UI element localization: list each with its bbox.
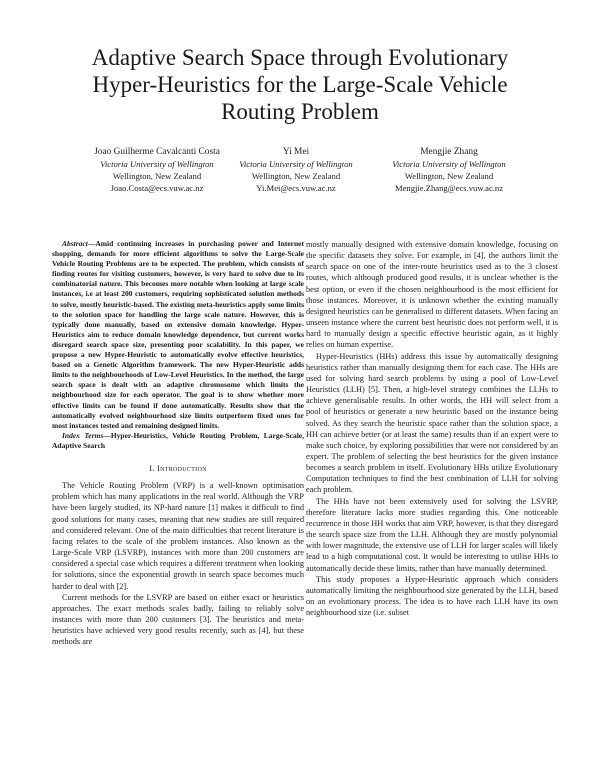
abstract-text: —Amid continuing increases in purchasing power and Internet shopping, demands for more efficient algorithms to solve the Large-Scale Vehicle Routing Problems are to be expected. The problem, which consists of finding routes for visiting customers, however, is very hard to solve due to its combinatorial nature. This becomes more notable when looking at large scale instances, i.e at least 200 customers, requiring sophisticated solution methods to solve, mostly heuristic-based. The existing meta-heuristics apply some limits to the solution space for handling the large scale nature. However, this is typically done manually, based on extensive domain knowledge. Hyper-Heuristics aim to reduce domain knowledge dependence, but current works disregard search space size, presenting poor scalability. In this paper, we propose a new Hyper-Heuristic to automatically evolve effective heuristics, based on a Genetic Algorithm framework. The new Hyper-Heuristic adds limits to the neighbourhoods of Low-Level Heuristics. In the method, the large search space is dealt with an adaptive chromosome which limits the neighbourhood size for each operator. The goal is to show whether more effective limits can be found if done automatically. Results show that the automatically evolved neighbourhood size limits outperform fixed ones for most instances tested and remaining designed limits. bbox=[52, 239, 304, 430]
author-affiliation: Victoria University of Wellington bbox=[392, 159, 506, 169]
section-heading: I. Introduction bbox=[149, 463, 207, 473]
body-paragraph: Current methods for the LSVRP are based on either exact or heuristics approaches. The exact methods scales badly, failing to reliably solve instances with more than 200 customers [3]. The heuristics and meta-heuristics have achieved very good results recently, such as [4], but these methods are bbox=[52, 592, 304, 647]
body-paragraph: mostly manually designed with extensive domain knowledge, focusing on the specific datasets they solve. For example, in [4], the authors limit the search space on one of the inter-route heuristics used as to the 3 closest routes, which although produced good results, it is unclear whether is the best option, or even if the chosen neighbourhood is the most efficient for those instances. Moreover, it is unknown whether the existing manually designed heuristics can be generalised to different datasets. When facing an unseen instance where the current best heuristic does not perform well, it is hard to manually design a specific effective heuristic again, as it highly relies on human expertise. bbox=[306, 240, 558, 350]
author-email: Joao.Costa@ecs.vuw.ac.nz bbox=[110, 183, 204, 193]
body-paragraph: The HHs have not been extensively used for solving the LSVRP, therefore literature lacks more studies regarding this. One noticeable recurrence in those HH works that aim VRP, however, is that they disregard the search space size from the LLH. Although they are mostly polynomial with lower magnitude, the extensive use of LLH for larger scales will likely lead to a high computational cost. It would be interesting to utilise HHs to automatically decide these limits, rather than have manually determined. bbox=[306, 496, 558, 573]
author-name: Yi Mei bbox=[282, 147, 310, 157]
author-name: Mengjie Zhang bbox=[420, 147, 478, 157]
index-terms-text: —Hyper-Heuristics, Vehicle Routing Problem, Large-Scale, Adaptive Search bbox=[52, 430, 304, 450]
author-name: Joao Guilherme Cavalcanti Costa bbox=[94, 147, 220, 157]
author-location: Wellington, New Zealand bbox=[251, 171, 341, 181]
abstract-label: Abstract bbox=[62, 239, 88, 248]
author-affiliation: Victoria University of Wellington bbox=[239, 159, 353, 169]
right-column bbox=[306, 239, 558, 618]
author-block-3 bbox=[354, 146, 544, 194]
author-location: Wellington, New Zealand bbox=[112, 171, 202, 181]
body-paragraph: The Vehicle Routing Problem (VRP) is a well-known optimisation problem which has many applications in the real world. Although the VRP have been largely studied, its NP-hard nature [1] makes it difficult to find good solutions for many cases, meaning that new studies are still required and considered relevant. One of the main difficulties that recent literature is facing relates to the scale of the problem instances. Also known as the Large-Scale VRP (LSVRP), instances with more than 200 customers are considered a special case which requires a different treatment when looking for solutions, since the exponential growth in search space becomes much harder to deal with [2]. bbox=[52, 481, 304, 591]
title-line-1: Adaptive Search Space through Evolutionary bbox=[91, 45, 509, 70]
body-paragraph: This study proposes a Hyper-Heuristic approach which considers automatically limiting the neighbourhood size generated by the LLH, based on an evolutionary process. The idea is to have each LLH have its own neighbourhood size (i.e. subset bbox=[306, 574, 558, 618]
author-location: Wellington, New Zealand bbox=[404, 171, 494, 181]
index-terms-label: Index Terms bbox=[62, 430, 104, 440]
left-column bbox=[52, 239, 304, 647]
author-email: Mengjie.Zhang@ecs.vuw.ac.nz bbox=[394, 183, 504, 193]
paper-title bbox=[40, 44, 560, 125]
author-affiliation: Victoria University of Wellington bbox=[100, 159, 214, 169]
author-email: Yi.Mei@ecs.vuw.ac.nz bbox=[256, 183, 336, 193]
body-paragraph: Hyper-Heuristics (HHs) address this issue by automatically designing heuristics rather than manually designing them for each case. The HHs are used for solving hard search problems by using a pool of Low-Level Heuristics (LLH) [5]. Then, a high-level strategy combines the LLHs to achieve generalisable results. In other words, the HH will select from a pool of heuristics or generate a new heuristic based on the instance being solved. As they search the heuristic space rather than the solution space, a HH can achieve better (or at least the same) results than if an expert were to make such choice, by exploring possibilities that were not considered by an expert. The problem of selecting the best heuristics for the given instance becomes a search problem in itself. Evolutionary HHs utilize Evolutionary Computation techniques to find the best combination of LLH for solving each problem. bbox=[306, 351, 558, 495]
abstract-paragraph bbox=[52, 239, 304, 431]
index-terms bbox=[52, 431, 304, 451]
title-line-3: Routing Problem bbox=[221, 99, 379, 124]
abstract bbox=[52, 239, 304, 451]
title-line-2: Hyper-Heuristics for the Large-Scale Vehicle bbox=[92, 72, 508, 97]
